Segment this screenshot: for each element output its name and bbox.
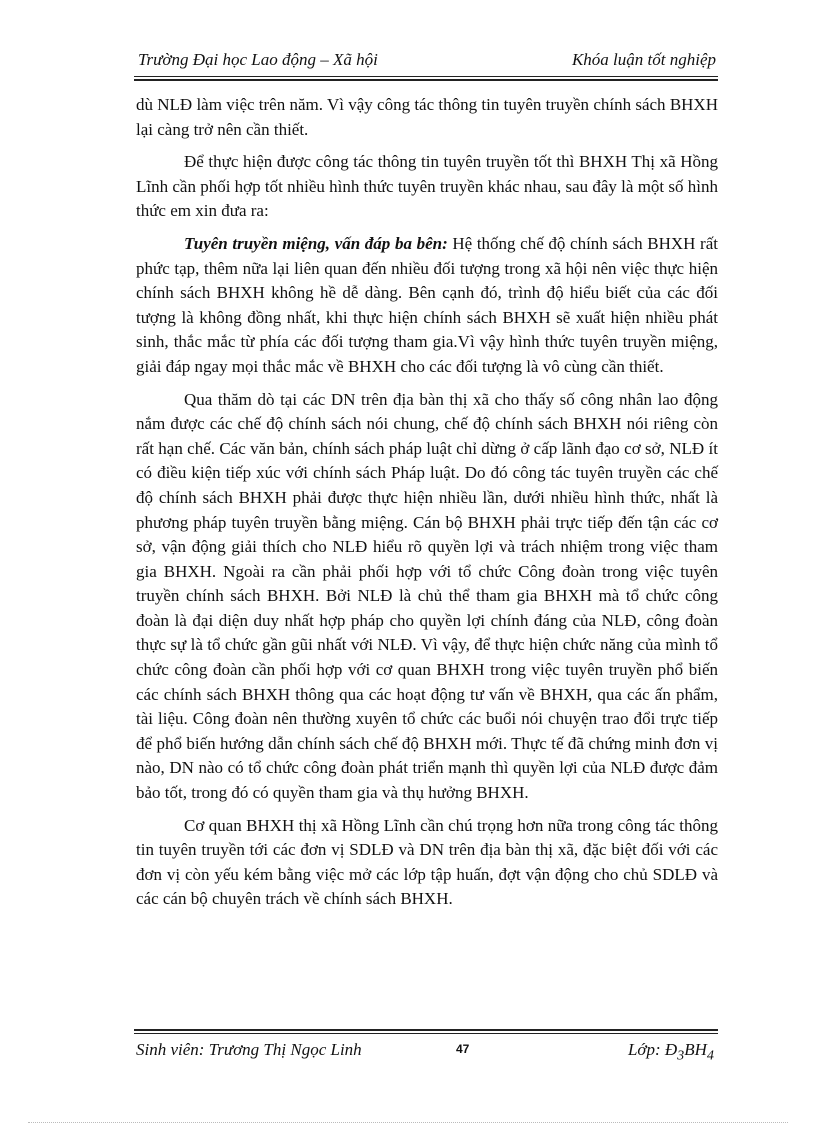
header-thesis-type: Khóa luận tốt nghiệp xyxy=(571,50,716,69)
header-rule-thin xyxy=(134,76,718,77)
footer-class-mid: BH xyxy=(684,1040,707,1059)
footer-class-sub1: 3 xyxy=(677,1047,685,1064)
paragraph-3-text: Hệ thống chế độ chính sách BHXH rất phức tạp, thêm nữa lại liên quan đến nhiều đối tượng trong xã hội nên việc thực hiện chính sách BHXH không hề dễ dàng. Bên cạnh đó, trình độ hiểu biết của các đối tượng là không đồng nhất, khi thực hiện chính sách BHXH sẽ xuất hiện nhiều phát sinh, thắc mắc từ phía các đối tượng tham gia.Vì vậy hình thức tuyên truyền miệng, giải đáp ngay mọi thắc mắc về BHXH cho các đối tượng là vô cùng cần thiết. xyxy=(136,233,718,376)
footer-class xyxy=(628,1040,714,1064)
page-footer xyxy=(134,1040,718,1064)
page-header xyxy=(134,48,718,74)
body-text xyxy=(136,93,718,920)
paragraph-3-lead: Tuyên truyền miệng, vấn đáp ba bên: xyxy=(184,233,448,253)
header-rule-thick xyxy=(134,79,718,81)
paragraph-3 xyxy=(136,232,718,380)
footer-class-sub2: 4 xyxy=(706,1047,714,1064)
footer-student: Sinh viên: Trương Thị Ngọc Linh xyxy=(136,1040,362,1059)
paragraph-1: dù NLĐ làm việc trên năm. Vì vậy công tác thông tin tuyên truyền chính sách BHXH lại càng trở nên cần thiết. xyxy=(136,95,718,139)
footer-class-prefix: Lớp: Đ xyxy=(627,1040,678,1059)
footer-rule-thin xyxy=(134,1033,718,1034)
page-number: 47 xyxy=(456,1042,470,1056)
paragraph-4: Qua thăm dò tại các DN trên địa bàn thị xã cho thấy số công nhân lao động nắm được các chế độ chính sách nói chung, chế độ chính sách BHXH nói riêng còn rất hạn chế. Các văn bản, chính sách pháp luật chỉ dừng ở cấp lãnh đạo cơ sở, NLĐ ít có điều kiện tiếp xúc với chính sách Pháp luật. Do đó công tác tuyên truyền các chế độ chính sách BHXH phải được thực hiện nhiều lần, dưới nhiều hình thức, nhất là phương pháp tuyên truyền bằng miệng. Cán bộ BHXH phải trực tiếp đến tận các cơ sở, vận động giải thích cho NLĐ hiểu rõ quyền lợi và trách nhiệm trong việc tham gia BHXH. Ngoài ra cần phải phối hợp với tổ chức Công đoàn trong việc tuyên truyền chính sách BHXH. Bởi NLĐ là chủ thể tham gia BHXH mà tổ chức công đoàn là đại diện duy nhất hợp pháp cho quyền lợi chính đáng của NLĐ, công đoàn thực sự là tổ chức gần gũi nhất với NLĐ. Vì vậy, để thực hiện chức năng của mình tổ chức công đoàn cần phối hợp với cơ quan BHXH trong việc tuyên truyền phổ biến các chính sách BHXH thông qua các hoạt động tư vấn về BHXH, qua các ấn phẩm, tài liệu. Công đoàn nên thường xuyên tổ chức các buổi nói chuyện trao đổi trực tiếp để phổ biến hướng dẫn chính sách chế độ BHXH mới. Thực tế đã chứng minh đơn vị nào, DN nào có tổ chức công đoàn phát triển mạnh thì quyền lợi của NLĐ được đảm bảo tốt, trong đó có quyền tham gia và thụ hưởng BHXH. xyxy=(136,389,718,803)
footer-rule-thick xyxy=(134,1029,718,1031)
paragraph-2: Để thực hiện được công tác thông tin tuyên truyền tốt thì BHXH Thị xã Hồng Lĩnh cần phối hợp tốt nhiều hình thức tuyên truyền khác nhau, sau đây là một số hình thức em xin đưa ra: xyxy=(136,152,718,221)
header-university: Trường Đại học Lao động – Xã hội xyxy=(138,50,378,69)
paragraph-5: Cơ quan BHXH thị xã Hồng Lĩnh cần chú trọng hơn nữa trong công tác thông tin tuyên truyền tới các đơn vị SDLĐ và DN trên địa bàn thị xã, đặc biệt đối với các đơn vị còn yếu kém bằng việc mở các lớp tập huấn, đợt vận động cho chủ SDLĐ và các cán bộ chuyên trách về chính sách BHXH. xyxy=(136,815,718,909)
